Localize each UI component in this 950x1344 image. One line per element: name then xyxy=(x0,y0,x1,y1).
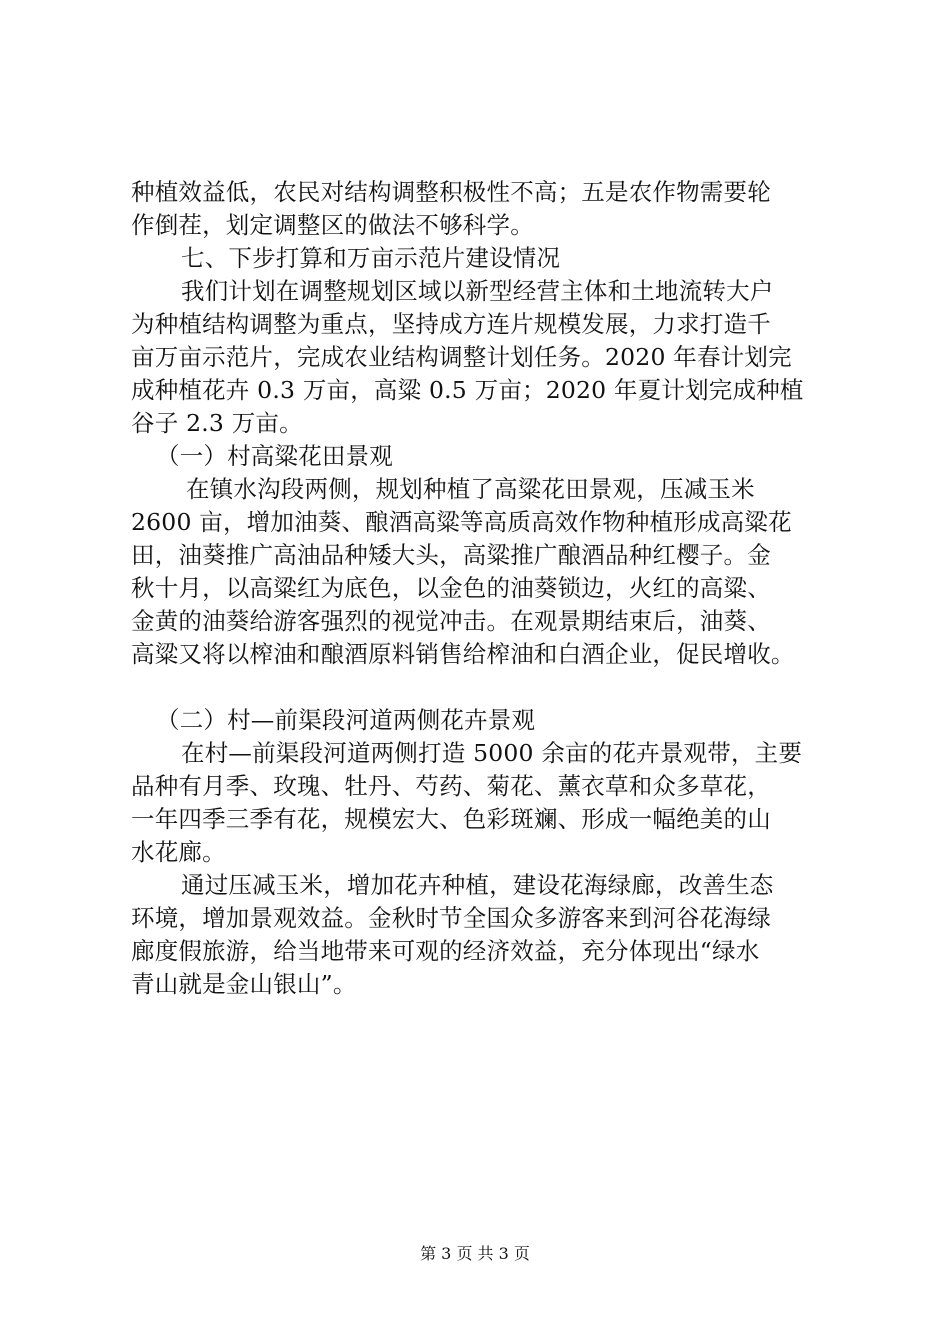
page-number-footer: 第 3 页 共 3 页 xyxy=(420,1244,530,1263)
text-line: 品种有月季、玫瑰、牡丹、芍药、菊花、薰衣草和众多草花， xyxy=(131,772,771,800)
text-line: 高粱又将以榨油和酿酒原料销售给榨油和白酒企业，促民增收。 xyxy=(131,640,795,668)
text-line: 在村—前渠段河道两侧打造 5000 余亩的花卉景观带，主要 xyxy=(181,739,803,767)
text-line: 在镇水沟段两侧，规划种植了高粱花田景观，压减玉米 xyxy=(186,475,755,503)
text-line: 水花廊。 xyxy=(131,838,226,866)
text-line: 一年四季三季有花，规模宏大、色彩斑斓、形成一幅绝美的山 xyxy=(131,805,771,833)
text-line: 谷子 2.3 万亩。 xyxy=(131,409,303,437)
text-line: 廊度假旅游，给当地带来可观的经济效益，充分体现出“绿水 xyxy=(131,937,760,965)
text-line: 种植效益低，农民对结构调整积极性不高；五是农作物需要轮 xyxy=(131,178,771,206)
text-line: 金黄的油葵给游客强烈的视觉冲击。在观景期结束后，油葵、 xyxy=(131,607,771,635)
text-line: 秋十月，以高粱红为底色，以金色的油葵锁边，火红的高粱、 xyxy=(131,574,771,602)
text-line: 青山就是金山银山”。 xyxy=(131,970,357,998)
text-line: 我们计划在调整规划区域以新型经营主体和土地流转大户 xyxy=(181,277,774,305)
text-line: 成种植花卉 0.3 万亩，高粱 0.5 万亩；2020 年夏计划完成种植 xyxy=(131,376,804,404)
text-line: 田，油葵推广高油品种矮大头，高粱推广酿酒品种红樱子。金 xyxy=(131,541,771,569)
subsection-heading: （二）村—前渠段河道两侧花卉景观 xyxy=(156,706,536,734)
subsection-heading: （一）村高粱花田景观 xyxy=(156,442,393,470)
text-line: 作倒茬，划定调整区的做法不够科学。 xyxy=(131,211,534,239)
text-line: 环境，增加景观效益。金秋时节全国众多游客来到河谷花海绿 xyxy=(131,904,771,932)
text-line: 为种植结构调整为重点，坚持成方连片规模发展，力求打造千 xyxy=(131,310,771,338)
document-body xyxy=(131,176,831,1001)
text-line: 通过压减玉米，增加花卉种植，建设花海绿廊，改善生态 xyxy=(181,871,774,899)
paragraph-gap xyxy=(131,671,831,704)
section-heading: 七、下步打算和万亩示范片建设情况 xyxy=(181,244,561,272)
text-line: 2600 亩，增加油葵、酿酒高粱等高质高效作物种植形成高粱花 xyxy=(131,508,792,536)
text-line: 亩万亩示范片，完成农业结构调整计划任务。2020 年春计划完 xyxy=(131,343,792,371)
